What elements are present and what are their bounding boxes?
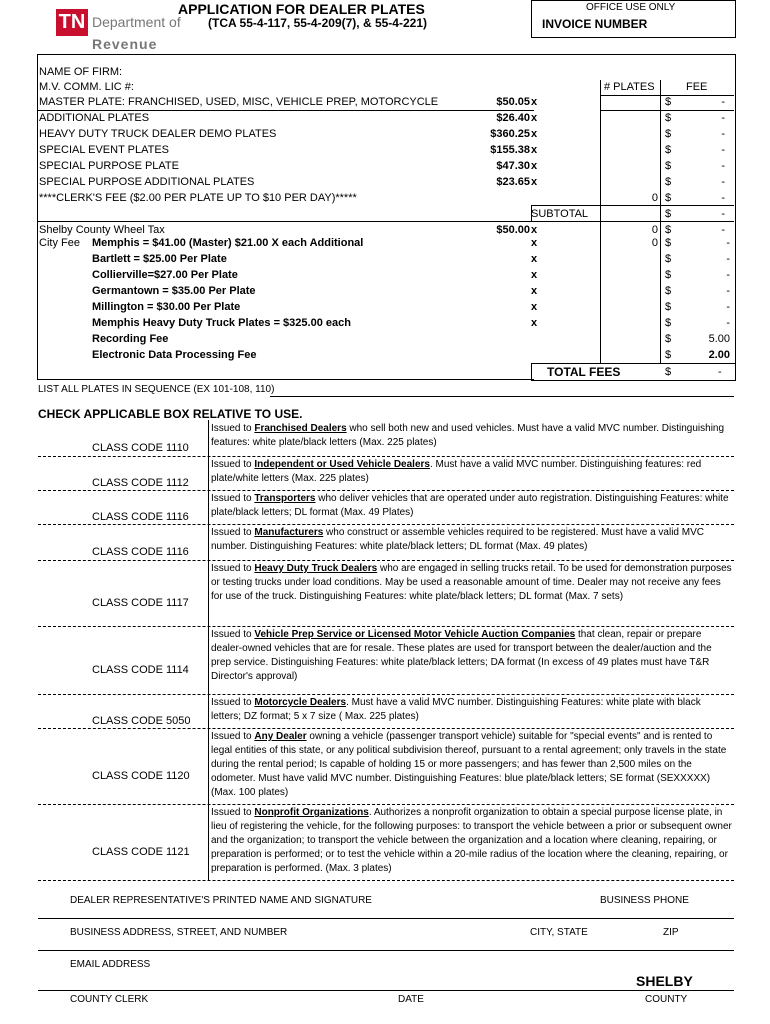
- class-description-text: . Must have a valid MVC number. Distinguishing Features: white plate with black letters; DZ format; 5 x 7 size ( Max. 225 plates): [211, 697, 701, 722]
- table-rule: [600, 110, 734, 111]
- fee-value: -: [721, 159, 725, 172]
- class-description: [211, 458, 733, 486]
- fee-dollar-sign: $: [665, 127, 672, 140]
- plate-x: x: [531, 127, 538, 140]
- fee-value: -: [721, 143, 725, 156]
- subtotal-label: SUBTOTAL: [531, 207, 589, 220]
- fee-col-divider: [660, 80, 661, 363]
- city-count-cell[interactable]: 0: [651, 237, 658, 249]
- plate-price: $360.25: [490, 127, 530, 140]
- class-code-label[interactable]: CLASS CODE 1112: [92, 477, 189, 489]
- plate-x: x: [531, 143, 538, 156]
- city-fee-label: Memphis = $41.00 (Master) $21.00 X each Additional: [92, 237, 364, 249]
- class-description-prefix: Issued to: [211, 423, 255, 434]
- plate-price: $50.05: [496, 96, 530, 108]
- city-fee-value: 2.00: [708, 348, 730, 361]
- fee-dollar-sign: $: [665, 191, 672, 204]
- fee-dollar-sign: $: [665, 143, 672, 156]
- city-fee-prefix: City Fee: [39, 237, 80, 249]
- city-x: x: [531, 300, 538, 313]
- class-code-label[interactable]: CLASS CODE 1117: [92, 597, 189, 609]
- county-clerk-label: COUNTY CLERK: [70, 994, 149, 1005]
- plate-x: x: [531, 175, 538, 188]
- logo-revenue: Revenue: [92, 36, 158, 52]
- city-x: x: [531, 316, 538, 329]
- class-code-label[interactable]: CLASS CODE 5050: [92, 715, 191, 727]
- city-fee-label: Germantown = $35.00 Per Plate: [92, 284, 256, 297]
- class-description: [211, 696, 733, 724]
- business-address-label: BUSINESS ADDRESS, STREET, AND NUMBER: [70, 927, 288, 938]
- fee-dollar-sign: $: [665, 300, 672, 313]
- county-name: SHELBY: [636, 973, 693, 989]
- class-keyword: Vehicle Prep Service or Licensed Motor Vehicle Auction Companies: [254, 629, 576, 640]
- fee-dollar-sign: $: [665, 237, 672, 249]
- class-keyword: Franchised Dealers: [254, 423, 347, 434]
- zip-label: ZIP: [663, 927, 679, 938]
- fee-value: -: [721, 207, 725, 220]
- plate-row-label: SPECIAL PURPOSE ADDITIONAL PLATES: [39, 175, 255, 188]
- city-fee-label: Collierville=$27.00 Per Plate: [92, 268, 238, 281]
- license-label: M.V. COMM. LIC #:: [39, 81, 134, 93]
- table-rule: [37, 221, 734, 222]
- class-description-text: who are engaged in selling trucks retail. To be used for demonstration purposes or testing trucks under load conditions. May be used a reasonable amount of time. Dealer may not receive any fees for use of the truck. Distinguishing Features: white plate/black letters; DL format (Max. 7 sets): [211, 563, 732, 602]
- plates-col-divider: [600, 80, 601, 363]
- fee-value: -: [721, 96, 725, 108]
- total-fees-value: -: [718, 366, 722, 378]
- city-fee-label: Electronic Data Processing Fee: [92, 348, 257, 361]
- class-code-label[interactable]: CLASS CODE 1110: [92, 442, 189, 454]
- class-description: [211, 806, 733, 876]
- logo-department: Department of: [92, 14, 181, 30]
- tn-logo: TN: [56, 9, 88, 36]
- class-description-text: that clean, repair or prepare dealer-owned vehicles that are for resale. These plates are used for transport between the dealer/auction and the prep service. Distinguishing Features: white plate/black letters; DA format (In excess of 49 plates must have T&R Director's approval): [211, 629, 712, 682]
- class-description-prefix: Issued to: [211, 563, 255, 574]
- page-title: APPLICATION FOR DEALER PLATES: [178, 1, 425, 17]
- fee-dollar-sign: $: [665, 223, 672, 236]
- class-separator: [38, 728, 734, 729]
- class-divider: [208, 420, 209, 880]
- plates-column-header: # PLATES: [604, 81, 655, 93]
- table-rule: [37, 110, 534, 111]
- table-rule: [531, 205, 734, 206]
- city-fee-value: -: [726, 316, 730, 329]
- fee-value: -: [721, 223, 725, 236]
- date-label: DATE: [398, 994, 424, 1005]
- class-description-prefix: Issued to: [211, 527, 255, 538]
- city-fee-label: Bartlett = $25.00 Per Plate: [92, 252, 227, 265]
- class-keyword: Transporters: [254, 493, 316, 504]
- class-description-text: owning a vehicle (passenger transport vehicle) suitable for "special events" and is rented to legal entities of this state, or any political subdivision thereof, pursuant to a rental agreement; only travels in the state during the rental period; Is capable of holding 15 or more passengers; and has fewer than 2,500 miles on the odometer. Must have valid MVC number. Distinguishing Features: blue plate/black letters; SE format (SEXXXXX) (Max. 100 plates): [211, 731, 727, 798]
- city-fee-value: -: [726, 300, 730, 313]
- plate-price: $155.38: [490, 143, 530, 156]
- class-description: [211, 492, 733, 520]
- class-description-prefix: Issued to: [211, 459, 255, 470]
- plate-price: $47.30: [496, 159, 530, 172]
- city-fee-value: -: [726, 284, 730, 297]
- class-description: [211, 730, 733, 800]
- fee-value: -: [721, 111, 725, 124]
- list-plates-label: LIST ALL PLATES IN SEQUENCE (EX 101-108, 110): [38, 384, 275, 395]
- class-keyword: Heavy Duty Truck Dealers: [254, 563, 378, 574]
- fee-dollar-sign: $: [665, 284, 672, 297]
- city-x: x: [531, 252, 538, 265]
- check-heading: CHECK APPLICABLE BOX RELATIVE TO USE.: [38, 407, 303, 421]
- fee-dollar-sign: $: [665, 96, 672, 108]
- invoice-number-label: INVOICE NUMBER: [542, 17, 648, 31]
- city-fee-value: 5.00: [708, 332, 730, 345]
- office-use-label: OFFICE USE ONLY: [586, 2, 676, 13]
- class-description-prefix: Issued to: [211, 629, 255, 640]
- class-separator: [38, 490, 734, 491]
- class-keyword: Any Dealer: [254, 731, 307, 742]
- plate-price: $23.65: [496, 175, 530, 188]
- class-keyword: Motorcycle Dealers: [254, 697, 347, 708]
- office-use-box: [531, 0, 736, 38]
- class-code-label[interactable]: CLASS CODE 1121: [92, 846, 190, 858]
- fee-table-bottom: [37, 379, 534, 380]
- city-fee-label: Millington = $30.00 Per Plate: [92, 300, 241, 313]
- class-description-text: who deliver vehicles that are operated under auto registration. Distinguishing Features: white plate/black letters; DL format (Max. 49 Plates): [211, 493, 729, 518]
- fee-dollar-sign: $: [665, 348, 672, 361]
- class-description: [211, 562, 733, 604]
- fee-value: -: [721, 191, 725, 204]
- fee-dollar-sign: $: [665, 332, 672, 345]
- plate-price: $26.40: [496, 111, 530, 124]
- class-code-label[interactable]: CLASS CODE 1116: [92, 546, 189, 558]
- city-x: x: [531, 237, 538, 249]
- class-separator: [38, 626, 734, 627]
- plate-x: x: [531, 96, 538, 108]
- city-fee-value: -: [726, 268, 730, 281]
- total-fees-sign: $: [665, 366, 672, 378]
- city-x: x: [531, 284, 538, 297]
- class-description: [211, 422, 733, 450]
- class-keyword: Manufacturers: [254, 527, 324, 538]
- class-description-text: . Must have a valid MVC number. Distinguishing features: red plate/white letters (Max. 225 plates): [211, 459, 702, 484]
- class-separator: [38, 880, 734, 881]
- fee-column-header: FEE: [686, 81, 708, 93]
- class-separator: [38, 694, 734, 695]
- class-code-label[interactable]: CLASS CODE 1120: [92, 770, 190, 782]
- class-separator: [38, 804, 734, 805]
- fee-dollar-sign: $: [665, 316, 672, 329]
- rep-signature-label: DEALER REPRESENTATIVE'S PRINTED NAME AND SIGNATURE: [70, 895, 372, 906]
- county-label: COUNTY: [645, 994, 688, 1005]
- fee-dollar-sign: $: [665, 268, 672, 281]
- list-plates-line[interactable]: [270, 396, 734, 397]
- plate-row-label: ADDITIONAL PLATES: [39, 111, 150, 124]
- city-fee-value: -: [726, 252, 730, 265]
- class-description: [211, 628, 733, 684]
- class-description-text: who construct or assemble vehicles required to be registered. Must have a valid MVC number. Distinguishing Features: white plate/black letters; DL format (Max. 49 plates): [211, 527, 704, 552]
- table-rule: [600, 95, 734, 96]
- fee-value: -: [721, 127, 725, 140]
- business-phone-label: BUSINESS PHONE: [600, 895, 689, 906]
- fee-dollar-sign: $: [665, 175, 672, 188]
- plate-count-cell[interactable]: 0: [651, 223, 658, 236]
- plate-price: $50.00: [496, 223, 530, 236]
- class-separator: [38, 456, 734, 457]
- fee-dollar-sign: $: [665, 207, 672, 220]
- class-separator: [38, 524, 734, 525]
- email-label: EMAIL ADDRESS: [70, 959, 151, 970]
- city-state-label: CITY, STATE: [530, 927, 588, 938]
- plate-x: x: [531, 111, 538, 124]
- class-description: [211, 526, 733, 554]
- fee-dollar-sign: $: [665, 159, 672, 172]
- address-line[interactable]: [38, 950, 734, 951]
- city-fee-value: -: [726, 237, 730, 249]
- class-keyword: Nonprofit Organizations: [254, 807, 369, 818]
- class-description-prefix: Issued to: [211, 697, 255, 708]
- clerk-line[interactable]: [38, 990, 734, 991]
- class-description-prefix: Issued to: [211, 493, 255, 504]
- class-description-prefix: Issued to: [211, 807, 255, 818]
- plate-x: x: [531, 223, 538, 236]
- class-description-text: who sell both new and used vehicles. Must have a valid MVC number. Distinguishing features: white plate/black letters (Max. 225 plates): [211, 423, 725, 448]
- fee-dollar-sign: $: [665, 252, 672, 265]
- city-x: x: [531, 268, 538, 281]
- city-fee-label: Recording Fee: [92, 332, 169, 345]
- class-code-label[interactable]: CLASS CODE 1114: [92, 664, 189, 676]
- plate-row-label: ****CLERK'S FEE ($2.00 PER PLATE UP TO $10 PER DAY)*****: [39, 191, 357, 204]
- plate-row-label: HEAVY DUTY TRUCK DEALER DEMO PLATES: [39, 127, 277, 140]
- total-fees-label: TOTAL FEES: [547, 365, 621, 379]
- plate-x: x: [531, 159, 538, 172]
- plate-row-label: SPECIAL EVENT PLATES: [39, 143, 170, 156]
- table-rule: [531, 205, 532, 221]
- firm-name-label: NAME OF FIRM:: [39, 66, 123, 78]
- class-description-text: . Authorizes a nonprofit organization to obtain a special purpose license plate, in lieu of registering the vehicle, for the following purposes: to transport the vehicle between a prior or subsequent owner and the organization; to transport the vehicle between the organization and a location where cleaning, repairing, or preparation is performed; or to test the vehicle within a 20-mile radius of the location where the cleaning, repairing, or preparation is performed. (Max. 3 plates): [211, 807, 732, 874]
- plate-row-label: SPECIAL PURPOSE PLATE: [39, 159, 179, 172]
- plate-row-label: Shelby County Wheel Tax: [39, 223, 165, 236]
- class-separator: [38, 560, 734, 561]
- signature-line[interactable]: [38, 918, 734, 919]
- class-code-label[interactable]: CLASS CODE 1116: [92, 511, 189, 523]
- class-keyword: Independent or Used Vehicle Dealers: [254, 459, 430, 470]
- fee-value: -: [721, 175, 725, 188]
- plate-row-label: MASTER PLATE: FRANCHISED, USED, MISC, VEHICLE PREP, MOTORCYCLE: [39, 96, 439, 108]
- plate-count-cell[interactable]: 0: [651, 191, 658, 204]
- fee-dollar-sign: $: [665, 111, 672, 124]
- city-fee-label: Memphis Heavy Duty Truck Plates = $325.00 each: [92, 316, 351, 329]
- page-subtitle: (TCA 55-4-117, 55-4-209(7), & 55-4-221): [208, 16, 427, 30]
- class-description-prefix: Issued to: [211, 731, 255, 742]
